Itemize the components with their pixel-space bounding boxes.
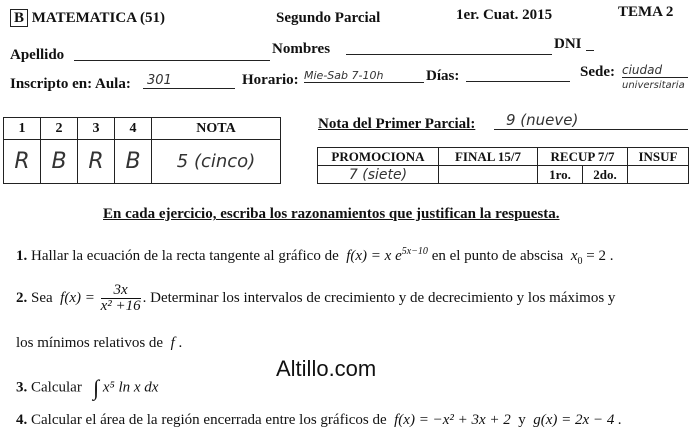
grade-mark-3: R bbox=[78, 140, 115, 184]
sede-label: Sede: bbox=[580, 64, 615, 80]
question-1-formula: f(x) = x e bbox=[346, 248, 402, 264]
question-2-continuation bbox=[16, 335, 182, 352]
question-1-text-b: en el punto de abscisa bbox=[431, 248, 564, 264]
insuf-value bbox=[628, 166, 689, 184]
promociona-value: 7 (siete) bbox=[318, 166, 439, 184]
apellido-label: Apellido bbox=[10, 47, 65, 63]
promo-header-recup: RECUP 7/7 bbox=[538, 148, 628, 166]
question-1-point-sub: 0 bbox=[577, 256, 583, 267]
primer-parcial-value: 9 (nueve) bbox=[494, 111, 688, 130]
inscripto-label: Inscripto en: Aula: bbox=[10, 76, 131, 92]
question-2-text: Sea bbox=[31, 289, 53, 306]
dias-label: Días: bbox=[426, 68, 460, 84]
tema-letter-box: B bbox=[10, 9, 28, 27]
aula-value: 301 bbox=[143, 73, 235, 89]
question-2-number: 2. bbox=[16, 289, 28, 306]
question-2-text-b: . Determinar los intervalos de crecimiento y de decrecimiento y los máximos y bbox=[142, 289, 616, 306]
sede-value-2: universitaria bbox=[622, 80, 685, 91]
question-1-text: Hallar la ecuación de la recta tangente al gráfico de bbox=[31, 248, 339, 264]
grade-mark-4: B bbox=[115, 140, 152, 184]
question-2-text-c: los mínimos relativos de bbox=[16, 335, 164, 351]
question-3-integrand: x⁵ ln x dx bbox=[102, 379, 159, 396]
exam-title: Segundo Parcial bbox=[276, 10, 381, 26]
question-1 bbox=[16, 246, 613, 267]
grade-header-nota: NOTA bbox=[152, 118, 281, 140]
horario-label: Horario: bbox=[242, 72, 299, 88]
grade-header-2: 2 bbox=[41, 118, 78, 140]
term-label: 1er. Cuat. 2015 bbox=[456, 7, 553, 23]
grades-table bbox=[3, 117, 281, 184]
question-2-f: f bbox=[170, 335, 175, 351]
question-1-point: x bbox=[570, 248, 578, 264]
grade-mark-2: B bbox=[41, 140, 78, 184]
watermark: Altillo.com bbox=[276, 356, 377, 381]
question-2-fraction bbox=[101, 283, 141, 314]
course-title: MATEMATICA (51) bbox=[31, 10, 165, 26]
nombres-line bbox=[346, 54, 552, 55]
question-2-fx: f(x) = bbox=[60, 289, 95, 306]
grade-header-3: 3 bbox=[78, 118, 115, 140]
recup-1ro: 1ro. bbox=[538, 166, 583, 184]
promo-header-final: FINAL 15/7 bbox=[439, 148, 538, 166]
primer-parcial-label: Nota del Primer Parcial: bbox=[318, 116, 476, 132]
grade-header-4: 4 bbox=[115, 118, 152, 140]
sede-value: ciudad bbox=[622, 63, 688, 78]
question-4-text: Calcular el área de la región encerrada entre los gráficos de bbox=[31, 412, 387, 428]
question-1-exponent: 5x−10 bbox=[401, 246, 428, 257]
question-1-point-value: = 2 . bbox=[586, 248, 614, 264]
recup-2do: 2do. bbox=[583, 166, 628, 184]
dni-line bbox=[586, 50, 594, 51]
question-4-y: y bbox=[518, 412, 526, 428]
question-3 bbox=[16, 375, 158, 401]
nombres-label: Nombres bbox=[272, 41, 331, 57]
apellido-line bbox=[74, 60, 270, 61]
question-1-number: 1. bbox=[16, 248, 28, 264]
header-course bbox=[10, 10, 165, 27]
horario-value: Mie-Sab 7-10h bbox=[304, 69, 424, 83]
question-2 bbox=[16, 283, 615, 314]
grade-nota-value: 5 (cinco) bbox=[152, 140, 281, 184]
question-2-end: . bbox=[178, 335, 183, 351]
question-2-denominator: x² +16 bbox=[100, 298, 141, 314]
dias-line bbox=[466, 81, 570, 82]
question-4-f: f(x) = −x² + 3x + 2 bbox=[394, 412, 511, 428]
question-4-number: 4. bbox=[16, 412, 28, 428]
tema-label: TEMA 2 bbox=[618, 4, 674, 20]
final-value bbox=[439, 166, 538, 184]
question-3-number: 3. bbox=[16, 379, 28, 396]
instructions: En cada ejercicio, escriba los razonamientos que justifican la respuesta. bbox=[103, 206, 560, 222]
integral-symbol: ∫ bbox=[93, 375, 100, 400]
grade-mark-1: R bbox=[4, 140, 41, 184]
promo-header-insuf: INSUF bbox=[628, 148, 689, 166]
promo-header-promociona: PROMOCIONA bbox=[318, 148, 439, 166]
question-4 bbox=[16, 412, 622, 429]
question-4-g: g(x) = 2x − 4 . bbox=[533, 412, 622, 428]
grade-header-1: 1 bbox=[4, 118, 41, 140]
question-2-numerator: 3x bbox=[101, 283, 141, 299]
promo-table bbox=[317, 147, 689, 184]
question-3-text: Calcular bbox=[31, 379, 82, 396]
dni-label: DNI bbox=[554, 36, 582, 52]
